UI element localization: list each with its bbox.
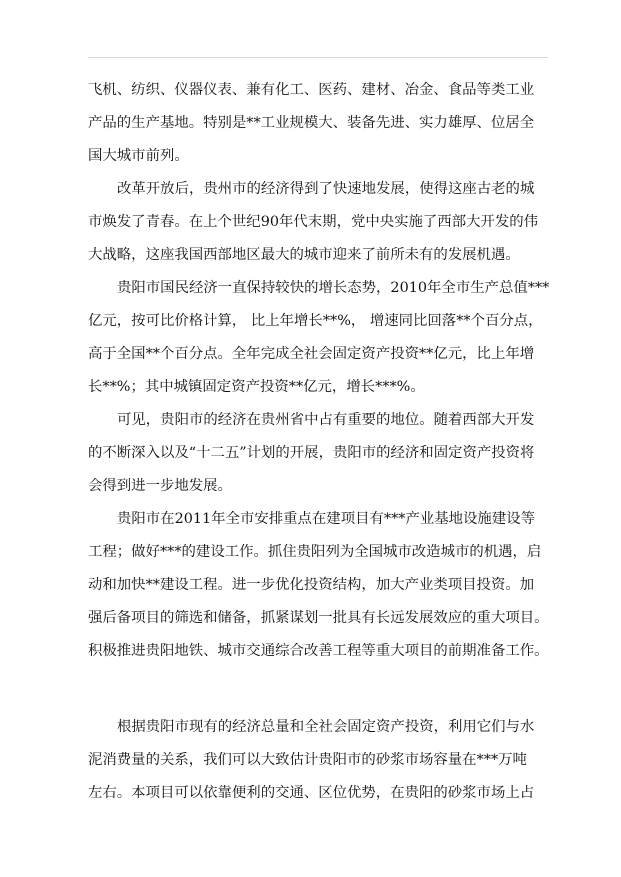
paragraph-first-line: 改革开放后，贵州市的经济得到了快速地发展，使得这座古老的城: [117, 181, 535, 197]
text-line: 大战略，这座我国西部地区最大的城市迎来了前所未有的发展机遇。: [88, 247, 520, 263]
text-line: 市焕发了青春。在上个世纪90年代末期，党中央实施了西部大开发的伟: [88, 214, 539, 230]
paragraph-first-line: 根据贵阳市现有的经济总量和全社会固定资产投资，利用它们与水: [117, 719, 535, 735]
text-line: 的不断深入以及“十二五”计划的开展，贵阳市的经济和固定资产投资将: [88, 445, 535, 461]
text-line: 国大城市前列。: [88, 148, 189, 164]
header-divider: [88, 57, 548, 58]
paragraph-first-line: 可见，贵阳市的经济在贵州省中占有重要的地位。随着西部大开发: [117, 412, 535, 428]
text-line: 动和加快**建设工程。进一步优化投资结构，加大产业类项目投资。加: [88, 577, 535, 593]
text-line: 高于全国**个百分点。全年完成全社会固定资产投资**亿元，比上年增: [88, 346, 535, 362]
text-line: 产品的生产基地。特别是**工业规模大、装备先进、实力雄厚、位居全: [88, 115, 535, 131]
text-line: 左右。本项目可以依靠便利的交通、区位优势，在贵阳的砂浆市场上占: [88, 785, 535, 801]
paragraph-first-line: 贵阳市国民经济一直保持较快的增长态势，2010年全市生产总值***: [117, 280, 550, 296]
text-line: 泥消费量的关系，我们可以大致估计贵阳市的砂浆市场容量在***万吨: [88, 752, 527, 768]
text-line: 积极推进贵阳地铁、城市交通综合改善工程等重大项目的前期准备工作。: [88, 643, 549, 659]
text-line: 会得到进一步地发展。: [88, 478, 232, 494]
paragraph-spacer: [88, 668, 550, 711]
paragraph-first-line: 贵阳市在2011年全市安排重点在建项目有***产业基地设施建设等: [117, 511, 535, 527]
document-body: [88, 74, 550, 810]
text-line: 亿元，按可比价格计算， 比上年增长**%， 增速同比回落**个百分点，: [88, 313, 543, 329]
text-line: 飞机、纺织、仪器仪表、兼有化工、医药、建材、冶金、食品等类工业: [88, 82, 535, 98]
text-line: 长**%；其中城镇固定资产投资**亿元，增长***%。: [88, 379, 425, 395]
text-line: 强后备项目的筛选和储备，抓紧谋划一批具有长远发展效应的重大项目。: [88, 610, 549, 626]
text-line: 工程；做好***的建设工作。抓住贵阳列为全国城市改造城市的机遇，启: [88, 544, 542, 560]
